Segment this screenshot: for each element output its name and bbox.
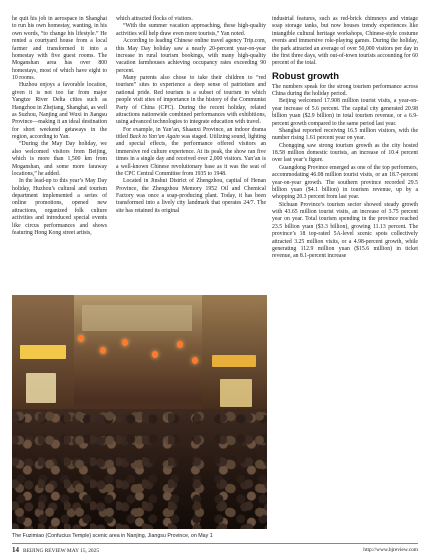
crowd [12,409,267,529]
publication-line: BEIJING REVIEW MAY 15, 2025 [23,548,100,554]
folio [12,546,99,554]
page-number: 14 [12,546,19,554]
paragraph: Guangdong Province emerged as one of the top performers, accommodating 46.08 million tourist visits, or an 18.7-percent year-on-year growth. The southern province recorded 29.5 billion yuan ($4.1 billion) in tourism revenue, up by a whopping 20.3 percent from last year. [272,164,418,201]
paragraph: Shanghai reported receiving 16.5 million visitors, with the number rising 1.61 percent year on year. [272,127,418,142]
column-1 [12,16,107,237]
paragraph: which attracted flocks of visitors. [116,16,193,22]
text-run: was staged. Utilizing sound, lighting and special effects, the performance offered visitors an immersive red culture experience. At its peak, the show ran five times in a single day and received over 2,000 visitors. Yan’an is a well-known Chinese revolutionary base as it was the seat of the CPC Central Committee from 1935 to 1948. [116,134,267,177]
paragraph: According to leading Chinese online travel agency Trip.com, this May Day holiday saw a nearly 20-percent year-on-year increase in rural tourism bookings, with many high-quality vacation farmhouses achieving occupancy rates exceeding 90 percent. [116,38,266,74]
photo-caption: The Fuzimiao (Confucius Temple) scenic area in Nanjing, Jiangsu Province, on May 1 [12,533,213,539]
paragraph: Huzhou enjoys a favorable location, given it is not too far from major Yangtze River Delta cities such as Hangzhou in Zhejiang, Shanghai, as well as Suzhou, Nanjing and Wuxi in Jiangsu Province—making it an ideal destination for short weekend getaways in the region, according to Yan. [12,82,107,140]
paragraph [116,127,266,179]
paragraph: “With the summer vacation approaching, these high-quality activities will help draw even more tourists,” Yan noted. [116,23,266,37]
shop-sign [212,355,256,367]
text-run: For example, in Yan’an, Shaanxi Province, an indoor drama titled [116,126,266,140]
lantern [152,351,158,358]
lantern [122,339,128,346]
lantern [100,347,106,354]
column-2 [116,16,266,215]
lantern [192,357,198,364]
shop-window [220,379,252,407]
paragraph: he quit his job in aerospace in Shanghai to run his own homestay, wanting, in his own words, “to change his lifestyle.” He rented a courtyard house from a local farmer and transformed it into a homestay with five guest rooms. The Moganshan area has over 800 homestays, most of which have eight to 10 rooms. [12,16,107,81]
paragraph: Sichuan Province’s tourism sector showed steady growth with 43.65 million tourist visits, an increase of 3.75 percent year on year. Total tourism spending in the province reached 23.5 billion yuan ($3.3 billion), growing 11.13 percent. The province’s 18 top-rated 5A-level scenic spots collectively attracted 3.25 million visits, or a 4.98-percent growth, while generating 112.9 million yuan ($15.6 million) in ticket revenue, an 8.1-percent increase [272,201,418,260]
sky-area [82,305,192,331]
paragraph: Beijing welcomed 17.908 million tourist visits, a year-on-year increase of 5.6 percent. The capital city generated 20.98 billion yuan ($2.9 billion) in total tourism revenue, or a 6.9-percent growth compared to the same period last year. [272,98,418,127]
lantern [177,341,183,348]
crowd-photo [12,295,267,529]
paragraph: Many parents also chose to take their children to “red tourism” sites to experience a deep sense of patriotism and national pride. Red tourism is a subset of tourism in which people visit sites of importance in the history of the Communist Party of China (CPC). During the recent holiday, related attractions nationwide combined performances with exhibitions, using advanced technologies to integrate education with travel. [116,75,266,126]
drama-title: Back to Yan’an Again [129,134,180,140]
paragraph: In the lead-up to this year’s May Day holiday, Huzhou’s cultural and tourism department implemented a series of online promotions, opened new attractions, organized folk culture activities and introduced special events like circus performances and shows featuring Hong Kong street artists, [12,178,107,236]
footer-divider [12,543,418,544]
paragraph: Chongqing saw strong tourism growth as the city hosted 18.58 million domestic tourists, an increase of 10.4 percent over last year’s figure. [272,142,418,164]
paragraph: “During the May Day holiday, we also welcomed visitors from Beijing, which is more than 1,500 km from Moganshan, and some more faraway locations,” he added. [12,141,107,177]
paragraph: The numbers speak for the strong tourism performance across China during the holiday period. [272,83,418,97]
website-link[interactable]: http://www.bjreview.com [363,547,418,553]
lantern [78,335,84,342]
section-heading: Robust growth [272,70,340,82]
shop-sign [20,345,66,359]
paragraph: industrial features, such as red-brick chimneys and vintage soap storage tanks, but now houses trendy experiences like intangible cultural heritage workshops, Chinese-style costume events and immersive role-playing games. During the holiday, the park attracted an average of over 50,000 visitors per day in the first three days, with out-of-town tourists accounting for 60 percent of the total. [272,16,418,67]
column-3 [272,16,418,261]
shop-window [26,373,56,403]
paragraph: Located in Jinshui District of Zhengzhou, capital of Henan Province, the Zhengzhou Memory 1952 Oil and Chemical Factory was once a soap-producing plant. Today, it has been transformed into a lively city landmark that operates 24/7. The site has retained its original [116,178,266,214]
